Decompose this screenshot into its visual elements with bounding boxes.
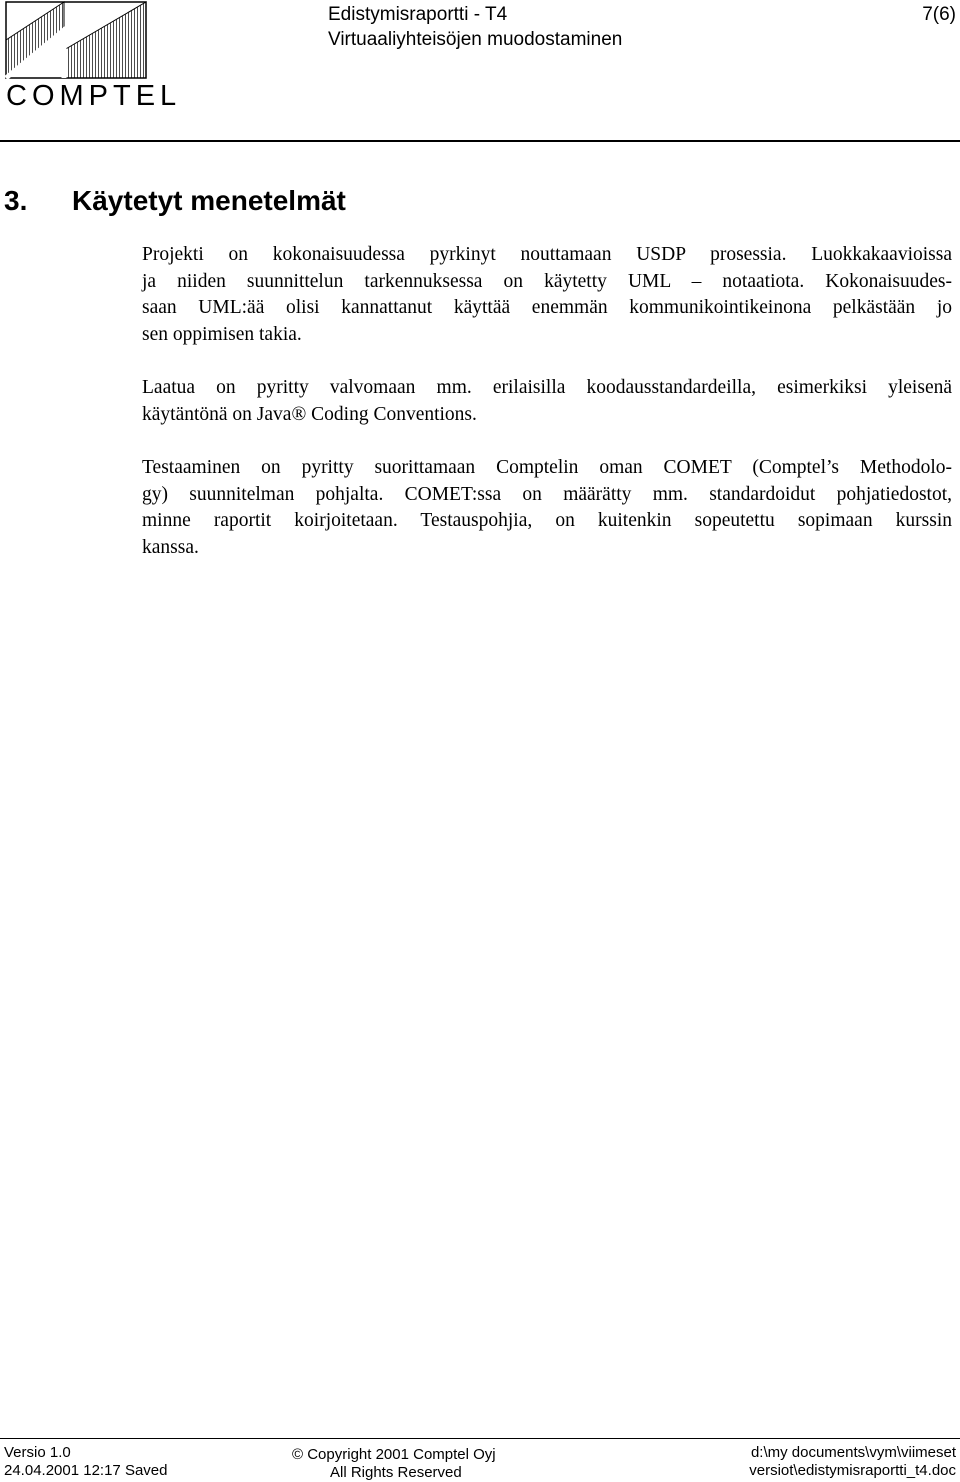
logo-wordmark: COMPTEL: [6, 80, 182, 112]
footer-divider: [0, 1438, 960, 1439]
footer-copyright: © Copyright 2001 Comptel Oyj: [292, 1446, 496, 1463]
section-heading: [4, 183, 346, 219]
paragraph-testing: [142, 455, 952, 561]
paragraph-line: Laatua on pyritty valvomaan mm. erilaisilla koodausstandardeilla, esimerkiksi yleisenä: [142, 377, 952, 398]
paragraph-line: kanssa.: [142, 536, 199, 558]
paragraph-line: ja niiden suunnittelun tarkennuksessa on käytetty UML – notaatiota. Kokonaisuudes-: [142, 270, 952, 292]
paragraph-line: Testaaminen on pyritty suorittamaan Comptelin oman COMET (Comptel’s Methodolo-: [142, 457, 952, 478]
paragraph-line: Projekti on kokonaisuudessa pyrkinyt nouttamaan USDP prosessia. Luokkakaavioissa: [142, 244, 952, 265]
header-divider: [0, 140, 960, 142]
document-title: Edistymisraportti - T4: [328, 4, 508, 25]
paragraph-line: gy) suunnitelman pohjalta. COMET:ssa on määrätty mm. standardoidut pohjatiedostot,: [142, 483, 952, 505]
page-number: 7(6): [922, 4, 956, 25]
footer-rights: All Rights Reserved: [330, 1464, 462, 1481]
comptel-logo-graphic: [2, 0, 152, 82]
footer-file-path: d:\my documents\vym\viimeset: [750, 1444, 956, 1461]
section-title: Käytetyt menetelmät: [72, 185, 346, 216]
paragraph-line: sen oppimisen takia.: [142, 323, 302, 345]
paragraph-quality: [142, 375, 952, 428]
footer-saved-date: 24.04.2001 12:17 Saved: [4, 1462, 168, 1479]
comptel-logo: [2, 0, 182, 112]
section-number: 3.: [4, 185, 28, 216]
paragraph-methods: [142, 242, 952, 348]
footer-file-name: versiot\edistymisraportti_t4.doc: [749, 1462, 956, 1479]
document-subtitle: Virtuaaliyhteisöjen muodostaminen: [328, 29, 623, 50]
footer-version: Versio 1.0: [4, 1444, 71, 1461]
paragraph-line: minne raportit koirjoitetaan. Testauspohjia, on kuitenkin sopeutettu sopimaan kurssin: [142, 510, 952, 531]
paragraph-line: käytäntönä on Java® Coding Conventions.: [142, 403, 477, 425]
paragraph-line: saan UML:ää olisi kannattanut käyttää enemmän kommunikointikeinona pelkästään jo: [142, 297, 952, 318]
